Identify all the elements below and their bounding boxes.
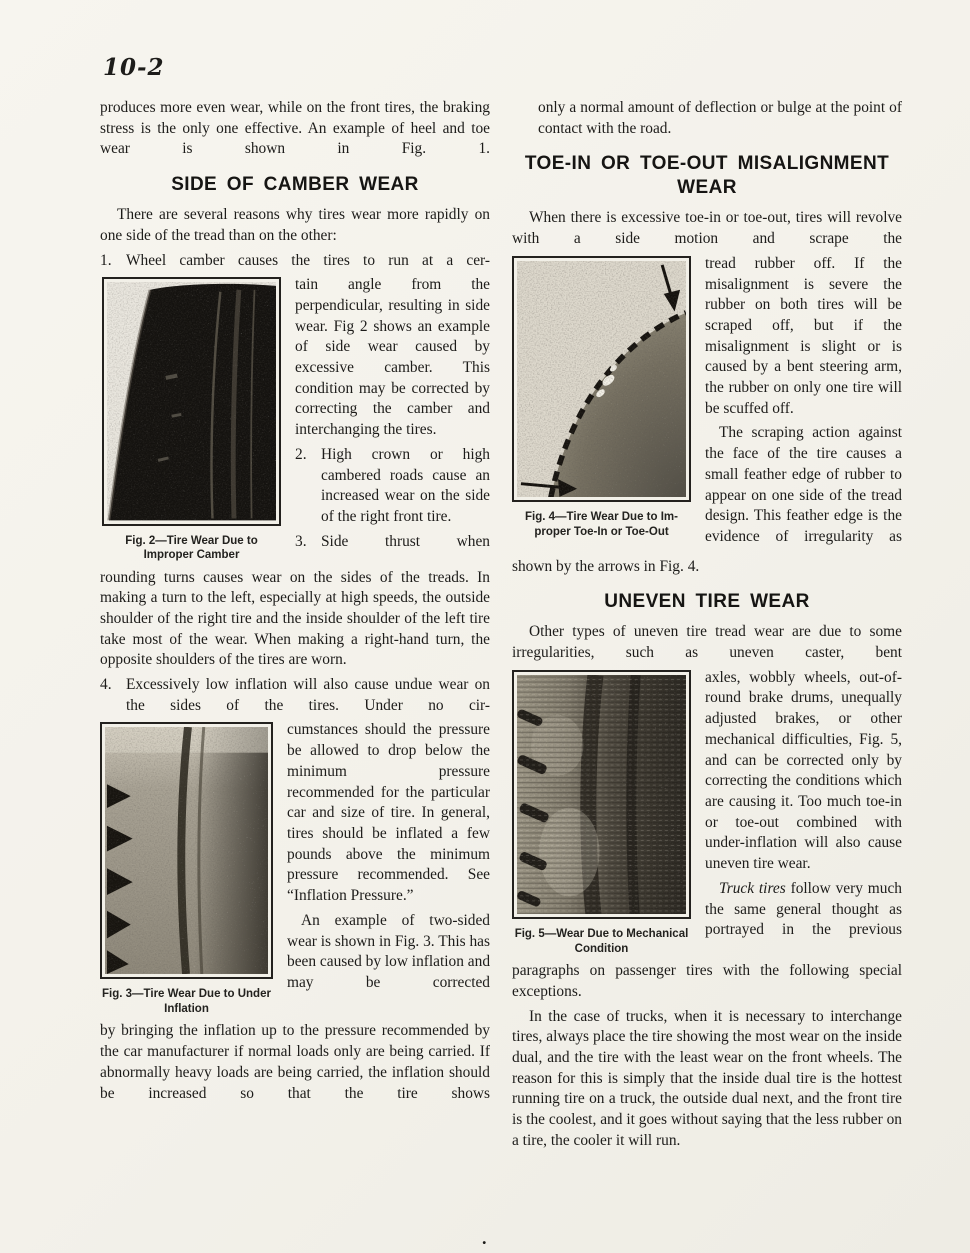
paragraph-uneven-rest: axles, wobbly wheels, out-of-round brake drums, unequally adjusted brakes, or other mechanical difficulties, Fig. 5, and can be corrected only by correcting the conditions which are causing it. Too much toe-in or toe-out combined with under-inflation will also cause uneven tire wear. bbox=[705, 668, 902, 873]
list-number-2: 2. bbox=[295, 445, 307, 463]
list-number-1: 1. bbox=[100, 251, 112, 269]
text-beside-figure-5 bbox=[705, 668, 902, 945]
text-beside-figure-4 bbox=[705, 254, 902, 552]
paragraph-scraping-end: shown by the arrows in Fig. 4. bbox=[512, 557, 700, 575]
list-item-3-rest: rounding turns causes wear on the sides of the treads. In making a turn to the left, especially at high speeds, the outside shoulder of the right tire and the inside shoulder of the left tire take most of the wear. When making a right-hand turn, the opposite shoulders of the tires are worn. bbox=[100, 568, 490, 669]
two-column-layout bbox=[100, 98, 902, 1156]
heading-toe-in-toe-out: TOE-IN OR TOE-OUT MISALIGNMENT WEAR bbox=[524, 153, 890, 199]
tire-under-inflation-photo bbox=[105, 727, 268, 974]
figure-5-text-row bbox=[512, 668, 902, 956]
figure-5-image bbox=[512, 670, 691, 919]
figure-2-caption: Fig. 2—Tire Wear Due to Improper Camber bbox=[125, 534, 258, 562]
paragraph-uneven-lead: Other types of uneven tire tread wear are due to some irregularities, such as uneven caster, bent bbox=[512, 623, 902, 662]
paragraph-inflation-correction: by bringing the inflation up to the pressure recommended by the car manufacturer if normal loads only are being carried. If abnormally heavy loads are being carried, the inflation should be increased so that the tire shows bbox=[100, 1022, 490, 1102]
figure-4 bbox=[512, 256, 691, 540]
figure-3-image bbox=[100, 722, 273, 979]
paragraph-camber-reasons: There are several reasons why tires wear more rapidly on one side of the tread than on the other: bbox=[100, 206, 490, 244]
paragraph-heel-toe-continuation: produces more even wear, while on the front tires, the braking stress is the only one effective. An example of heel and toe wear is shown in Fig. 1. bbox=[100, 99, 490, 158]
truck-tires-italic: Truck tires bbox=[719, 879, 786, 897]
figure-3 bbox=[100, 722, 273, 1016]
list-item-3-lead: 3. Side thrust when bbox=[295, 532, 490, 553]
right-column bbox=[512, 98, 902, 1156]
list-item-4-rest: cumstances should the pressure be allowed to drop below the minimum pressure recommended for the particular car and size of tire. In general, tires should be inflated a few pounds above the minimum pressure recommended. See “Inflation Pressure.” bbox=[287, 721, 490, 905]
text-beside-figure-3 bbox=[287, 720, 490, 997]
paragraph-two-sided-wear: An example of two-sided wear is shown in Fig. 3. This has been caused by low inflation and may be corrected bbox=[287, 911, 491, 991]
list-item-4-lead: 4. Excessively low inflation will also cause undue wear on the sides of the tires. Under no cir- bbox=[100, 676, 490, 714]
figure-4-text-row bbox=[512, 254, 902, 552]
figure-2-image bbox=[102, 277, 281, 525]
paragraph-truck-tires: Truck tires follow very much the same general thought as portrayed in the previous bbox=[705, 879, 902, 939]
page-number: 10-2 bbox=[103, 54, 165, 81]
list-number-3: 3. bbox=[295, 532, 307, 550]
figure-2 bbox=[102, 277, 281, 562]
list-item-1-lead bbox=[100, 251, 490, 272]
tire-camber-wear-photo bbox=[107, 282, 276, 520]
paragraph-toe-lead: When there is excessive toe-in or toe-out, tires will revolve with a side motion and scrape the bbox=[512, 209, 902, 248]
tire-mechanical-wear-photo bbox=[517, 675, 686, 914]
paragraph-truck-continuation: paragraphs on passenger tires with the following special exceptions. bbox=[512, 962, 902, 1000]
figure-3-caption: Fig. 3—Tire Wear Due to Under Inflation bbox=[102, 988, 271, 1015]
heading-uneven-tire-wear: UNEVEN TIRE WEAR bbox=[604, 591, 810, 613]
figure-2-text-row bbox=[100, 275, 490, 562]
list-item-2: 2. High crown or high cambered roads cause an increased wear on the side of the right front tire. bbox=[295, 445, 490, 525]
text-beside-figure-2 bbox=[295, 275, 490, 556]
list-number-4: 4. bbox=[100, 676, 112, 694]
figure-5-caption: Fig. 5—Wear Due to Mechanical Condition bbox=[514, 928, 689, 955]
paragraph-truck-interchange: In the case of trucks, when it is necessary to interchange tires, always place the tire showing the most wear on the inside dual, and the tire with the least wear on the front wheels. The reason for this is simply that the inside dual tire is the hottest running tire on a truck, the outside dual next, and the front tire is the coolest, and it goes without saying that the less rubber on a tire, the cooler it will run. bbox=[512, 1007, 902, 1149]
figure-5 bbox=[512, 670, 691, 956]
list-item-1-rest: tain angle from the perpendicular, resulting in side wear. Fig 2 shows an example of side wear caused by excessive camber. This condition may be corrected by correcting the camber and interchanging the tires. bbox=[295, 276, 490, 439]
paragraph-deflection-continuation: only a normal amount of deflection or bulge at the point of contact with the road. bbox=[538, 99, 902, 137]
figure-3-text-row bbox=[100, 720, 490, 1016]
paragraph-scraping-action: The scraping action against the face of the tire causes a small feather edge of rubber to appear on one side of the tread design. This feather edge is the evidence of irregularity as bbox=[705, 424, 902, 545]
heading-side-of-camber-wear: SIDE OF CAMBER WEAR bbox=[171, 174, 419, 196]
figure-4-image bbox=[512, 256, 691, 503]
left-column bbox=[100, 98, 490, 1156]
paragraph-toe-rest: tread rubber off. If the misalignment is severe the rubber on both tires will be scraped off, but if the misalignment is slight or is caused by a bent steering arm, the rubber on only one tire will be scuffed off. bbox=[705, 254, 902, 417]
figure-4-caption: Fig. 4—Tire Wear Due to Im- proper Toe-In or Toe-Out bbox=[525, 511, 678, 538]
tire-toe-misalignment-photo bbox=[517, 261, 686, 498]
list-item-1-lead-text: Wheel camber causes the tires to run at a cer- bbox=[126, 251, 490, 269]
footer-mark: . bbox=[482, 1228, 487, 1248]
